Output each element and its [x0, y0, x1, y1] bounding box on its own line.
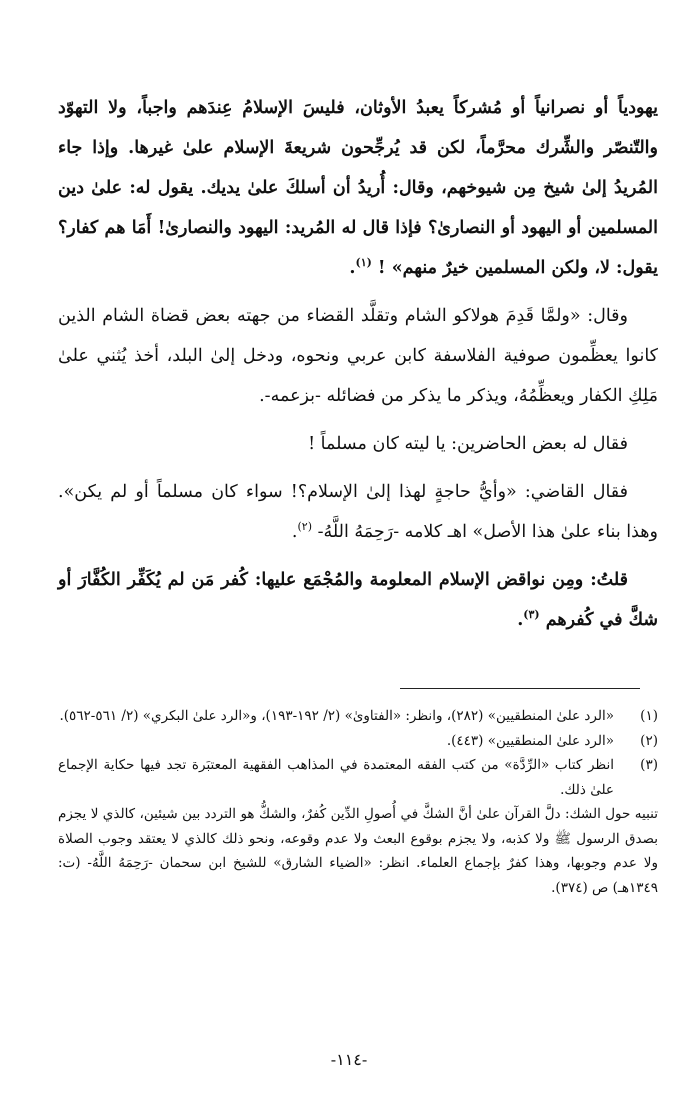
paragraph-1 [58, 88, 658, 288]
paragraph-2-text: وقال: «ولمَّا قَدِمَ هولاكو الشام وتقلَّد القضاء من جهته بعض قضاة الشام الذين كانوا يعظِّمون صوفية الفلاسفة كابن عربي ونحوه، ودخل إلىٰ البلد، أخذ يُثني علىٰ مَلِكِ الكفار ويعظِّمُهُ، ويذكر ما يذكر من فضائله -بزعمه-. [58, 306, 658, 406]
page-content [58, 88, 658, 640]
footnote-text: «الرد علىٰ المنطقيين» (٤٤٣). [446, 732, 614, 749]
footnote-ref-1[interactable]: (١) [355, 256, 372, 270]
footnote-number: (٣) [640, 757, 658, 773]
main-text [58, 88, 658, 640]
footnote-divider [400, 688, 640, 689]
paragraph-4 [58, 472, 658, 552]
paragraph-1-text: يهودياً أو نصرانياً أو مُشركاً يعبدُ الأوثان، فليسَ الإسلامُ عِندَهم واجباً، ولا التهوّد والتّنصّر والشِّرك محرَّماً، لكن قد يُرجِّحون شريعةَ الإسلام علىٰ غيرها. وإذا جاء المُريدُ إلىٰ شيخ مِن شيوخهم، وقال: أُريدُ أن أسلكَ علىٰ يديك. يقول له: علىٰ دين المسلمين أو اليهود أو النصارىٰ؟ فإذا قال له المُريد: اليهود والنصارىٰ! أَمَا هم كفار؟ يقول: لا، ولكن المسلمين خيرٌ منهم» ! [58, 98, 658, 278]
paragraph-5-end: . [517, 610, 524, 630]
footnotes [58, 704, 658, 900]
footnote-item [58, 729, 658, 754]
paragraph-5 [58, 560, 658, 640]
paragraph-3-text: فقال له بعض الحاضرين: يا ليته كان مسلماً ! [308, 434, 628, 454]
paragraph-3 [58, 424, 658, 464]
footnote-text: «الرد علىٰ المنطقيين» (٢٨٢)، وانظر: «الفتاوىٰ» (٢/ ١٩٢-١٩٣)، و«الرد علىٰ البكري» (٢/ ٥٦١-٥٦٢). [59, 708, 614, 724]
footnote-text: انظر كتاب «الرِّدَّة» من كتب الفقه المعتمدة في المذاهب الفقهية المعتبَرة تجد فيها حكاية الإجماع علىٰ ذلك. [58, 757, 614, 798]
paragraph-2 [58, 296, 658, 416]
footnote-number: (٢) [640, 732, 658, 749]
paragraph-5-text: قلتُ: ومِن نواقض الإسلام المعلومة والمُجْمَع عليها: كُفر مَن لم يُكَفِّر الكُفَّارَ أو شكَّ في كُفرهم [58, 570, 658, 630]
paragraph-1-end: . [349, 258, 356, 278]
footnote-ref-3[interactable]: (٣) [523, 608, 540, 622]
page-number: -١١٤- [330, 1050, 368, 1069]
paragraph-4-end: . [291, 522, 298, 542]
footnote-item [58, 704, 658, 729]
footnote-item [58, 753, 658, 802]
paragraph-4-text: فقال القاضي: «وأيُّ حاجةٍ لهذا إلىٰ الإسلام؟! سواء كان مسلماً أو لم يكن». وهذا بناء علىٰ هذا الأصل» اهـ كلامه -رَحِمَهُ اللَّهُ- [58, 482, 658, 542]
footnote-ref-2[interactable]: (٢) [297, 520, 312, 534]
footnote-number: (١) [640, 708, 658, 724]
footnote-note: تنبيه حول الشك: دلَّ القرآن علىٰ أنَّ الشكَّ في أُصولِ الدِّين كُفرٌ، والشكُّ هو التردد بين شيئين، كالذي لا يجزم بصدق الرسول ﷺ ولا كذبه، ولا يجزم بوقوع البعث ولا عدم وقوعه، ونحو ذلك كالذي لا يعتقد وجوب الصلاة ولا عدم وجوبها، وهذا كفرٌ بإجماع العلماء. انظر: «الضياء الشارق» للشيخ ابن سحمان -رَحِمَهُ اللَّهُ- (ت: ١٣٤٩هـ) ص (٣٧٤). [58, 806, 658, 896]
